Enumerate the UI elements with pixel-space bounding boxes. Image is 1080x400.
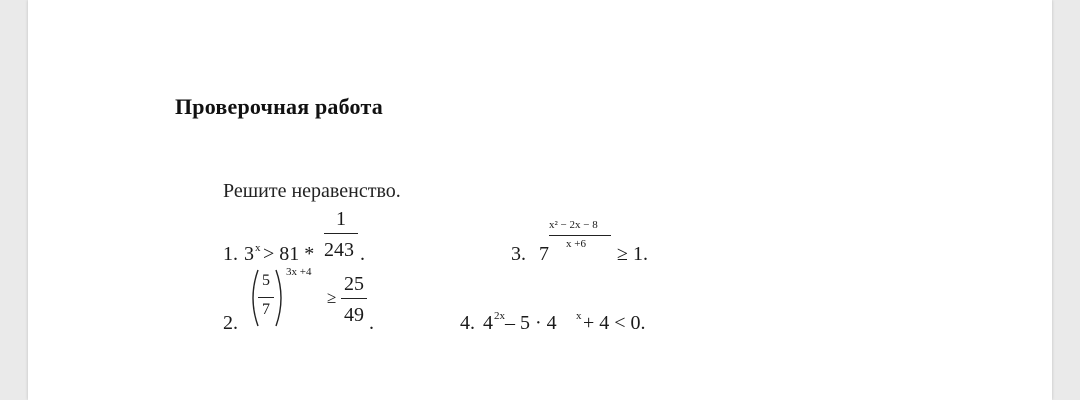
problem-1-operator: > 81 * [263, 243, 315, 265]
problem-2-inner-numerator: 5 [262, 272, 270, 289]
problem-2-fraction-bar [341, 298, 367, 299]
problem-4-term-b: – 5 · 4 [505, 312, 557, 334]
problem-3-exponent-denominator: x +6 [566, 238, 586, 250]
problem-2-operator: ≥ [327, 288, 337, 307]
problem-4-term-c: + 4 < 0. [583, 312, 646, 334]
problem-2-exponent: 3x +4 [286, 266, 312, 278]
problem-2-inner-denominator: 7 [262, 301, 270, 318]
document-title: Проверочная работа [175, 94, 383, 119]
problem-1-fraction-bar [324, 233, 358, 234]
problem-2-fraction-denominator: 49 [344, 304, 364, 326]
problem-2-end: . [369, 312, 374, 334]
problem-4-term-a: 4 [483, 312, 493, 334]
problem-4-exponent-a: 2x [494, 310, 505, 322]
problem-1-fraction-numerator: 1 [336, 208, 346, 230]
problem-1-fraction-denominator: 243 [324, 239, 354, 261]
problem-3-base: 7 [539, 243, 549, 265]
problem-4-number: 4. [460, 312, 475, 334]
problem-3-operator: ≥ 1. [617, 243, 648, 265]
problem-1-number: 1. [223, 243, 238, 265]
problem-1-base: 3 [244, 243, 254, 265]
problem-1-end: . [360, 243, 365, 265]
problem-2-number: 2. [223, 312, 238, 334]
problem-3-exponent-fraction-bar [549, 235, 611, 236]
problem-3-exponent-numerator: x² − 2x − 8 [549, 219, 598, 231]
problem-3-number: 3. [511, 243, 526, 265]
problem-4-exponent-b: x [576, 310, 582, 322]
document-page [28, 0, 1052, 400]
instruction-text: Решите неравенство. [223, 180, 401, 202]
problem-1-exponent: x [255, 242, 261, 254]
problem-2-inner-fraction-bar [258, 297, 274, 298]
problem-2-fraction-numerator: 25 [344, 273, 364, 295]
